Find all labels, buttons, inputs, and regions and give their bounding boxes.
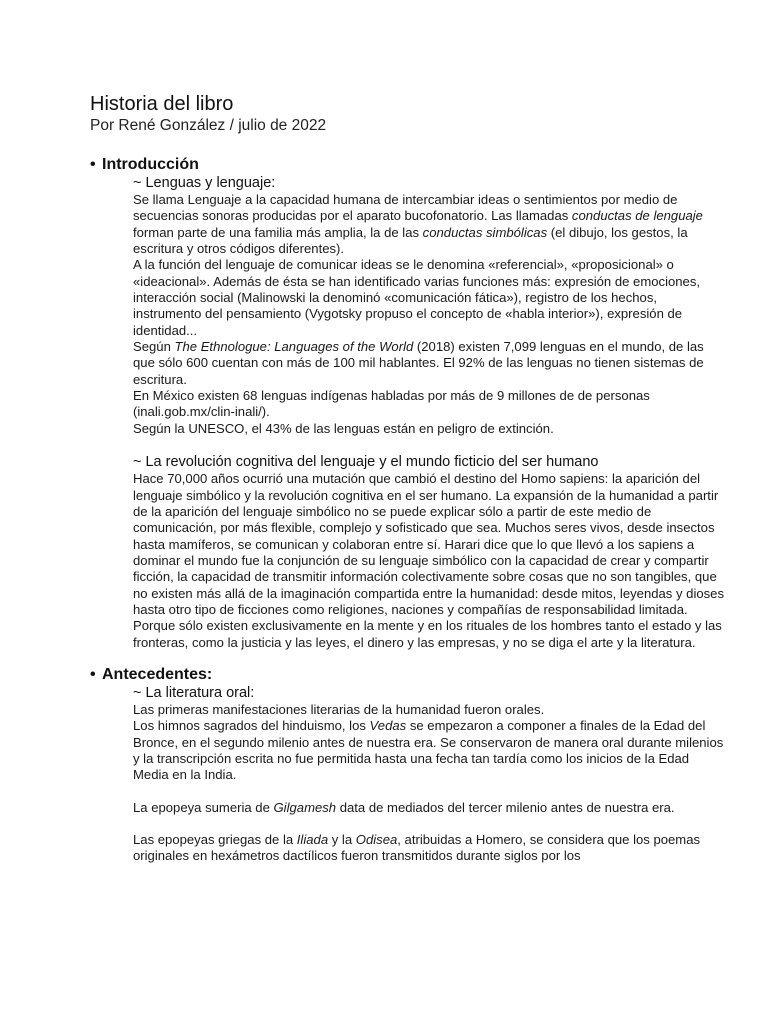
section-heading-antecedentes (90, 665, 728, 685)
text-run: La epopeya sumeria de (133, 799, 274, 815)
paragraph-vedas (133, 718, 728, 783)
document-byline: Por René González / julio de 2022 (90, 117, 327, 134)
text-run: (el dibujo, los gestos, la escritura y otros códigos diferentes). (133, 224, 688, 257)
text-run: Los himnos sagrados del hinduismo, los (133, 718, 370, 734)
section-heading-label: Introducción (102, 156, 199, 173)
subsection-title-revolucion: ~ La revolución cognitiva del lenguaje y el mundo ficticio del ser humano (133, 454, 599, 471)
italic-term: conductas simbólicas (422, 224, 548, 240)
paragraph-unesco: Según la UNESCO, el 43% de las lenguas están en peligro de extinción. (133, 420, 554, 436)
italic-title: Iliada (296, 832, 329, 847)
paragraph-revolucion-cognitiva: Hace 70,000 años ocurrió una mutación que cambió el destino del Homo sapiens: la aparición del lenguaje simbólico y la revolución cognitiva en el ser humano. La expansión de la humanidad a partir de la aparición del lenguaje simbólico no se puede explicar sólo a partir de este medio de comunicación, por más flexible, complejo y sofisticado que sea. Muchos seres vivos, desde insectos hasta mamíferos, se comunican y colaboran entre sí. Harari dice que lo que llevó a los sapiens a dominar el mundo fue la conjunción de su lenguaje simbólico con la capacidad de crear y compartir ficción, la capacidad de transmitir información colectivamente sobre cosas que no son tangibles, que no existen más allá de la imaginación compartida entre la humanidad: desde mitos, leyendas y dioses hasta otro tipo de ficciones como religiones, naciones y compañías de responsabilidad limitada. Porque sólo existen exclusivamente en la mente y en los rituales de los hombres tanto el estado y las fronteras, como la justicia y las leyes, el dinero y las empresas, y no se diga el arte y la literatura. (133, 471, 725, 650)
text-run: forman parte de una familia más amplia, la de las (133, 224, 423, 240)
text-run: se empezaron a componer a finales de la Edad del Bronce, en el segundo milenio antes de nuestra era. Se conservaron de manera oral durante milenios y la transcripción escrita no fue permitida hasta una fecha tan tardía como los inicios de la Edad Media en la India. (133, 718, 724, 783)
spacer (133, 784, 728, 800)
text-run: Se llama Lenguaje a la capacidad humana de intercambiar ideas o sentimientos por medio de secuencias sonoras producidas por el aparato bucofonatorio. Las llamadas (133, 192, 678, 224)
text-run: y la (328, 832, 356, 847)
text-run: Las epopeyas griegas de la (133, 832, 297, 847)
paragraph-lenguaje-definicion (133, 192, 728, 257)
bullet-glyph: • (90, 665, 96, 683)
paragraph-ethnologue (133, 339, 728, 388)
italic-title: The Ethnologue: Languages of the World (174, 339, 414, 355)
paragraph-homero (133, 832, 728, 865)
text-run: data de mediados del tercer milenio antes de nuestra era. (336, 799, 675, 815)
subsection-title-literatura-oral: ~ La literatura oral: (133, 684, 255, 701)
italic-title: Odisea (355, 832, 398, 847)
paragraph-gilgamesh (133, 800, 728, 816)
italic-term: conductas de lenguaje (571, 208, 703, 224)
text-run: Según (133, 339, 175, 355)
italic-title: Vedas (369, 718, 407, 734)
text-run: (2018) existen 7,099 lenguas en el mundo, de las que sólo 600 cuentan con más de 100 mil hablantes. El 92% de las lenguas no tienen sistemas de escritura. (133, 339, 704, 387)
subsection-title-lenguas: ~ Lenguas y lenguaje: (133, 175, 276, 191)
introduccion-content (133, 175, 728, 651)
section-heading-introduccion (90, 155, 728, 175)
italic-title: Gilgamesh (273, 799, 337, 815)
spacer (133, 816, 728, 832)
paragraph-mexico: En México existen 68 lenguas indígenas habladas por más de 9 millones de de personas (inali.gob.mx/clin-inali/). (133, 388, 650, 420)
paragraph-primeras-manifestaciones: Las primeras manifestaciones literarias de la humanidad fueron orales. (133, 701, 545, 717)
antecedentes-content (133, 685, 728, 865)
paragraph-funciones-lenguaje: A la función del lenguaje de comunicar ideas se le denomina «referencial», «proposicional» o «ideacional». Además de ésta se han identificado varias funciones más: expresión de emociones, interacción social (Malinowski la denominó «comunicación fática»), registro de los hechos, instrumento del pensamiento (Vygotsky propuso el concepto de «habla interior»), expresión de identidad... (133, 257, 701, 338)
document-title: Historia del libro (90, 93, 234, 115)
text-run: , atribuidas a Homero, se considera que los poemas originales en hexámetros dactílicos fueron transmitidos durante siglos por los (133, 832, 701, 864)
section-heading-label: Antecedentes: (102, 665, 213, 683)
spacer (133, 437, 728, 454)
bullet-glyph: • (90, 156, 96, 173)
